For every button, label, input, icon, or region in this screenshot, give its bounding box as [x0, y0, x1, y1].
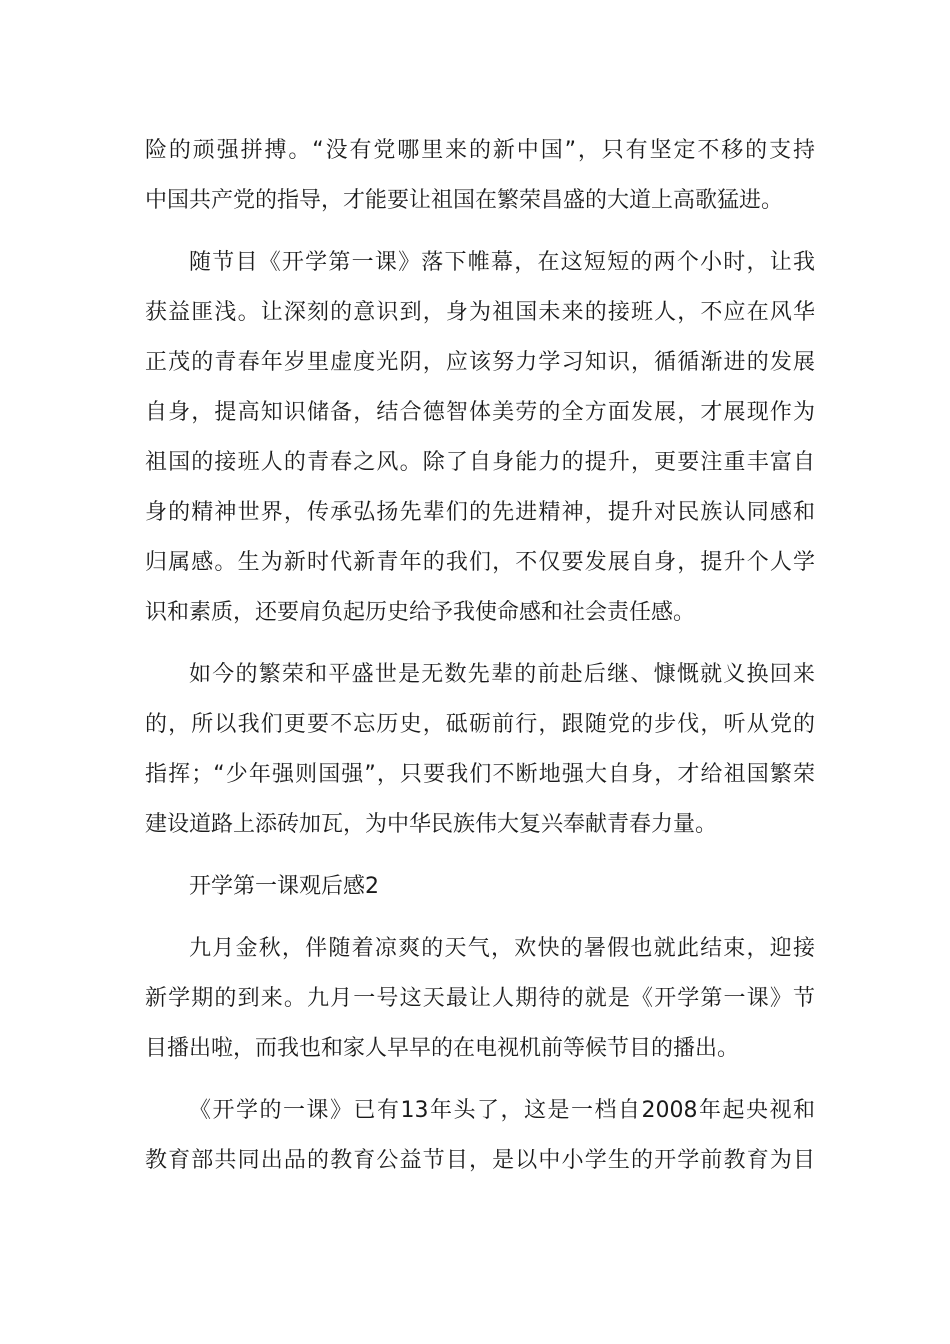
paragraph-line: 祖国的接班人的青春之风。除了自身能力的提升，更要注重丰富自	[145, 450, 815, 475]
paragraph-line: 九月金秋，伴随着凉爽的天气，欢快的暑假也就此结束，迎接	[189, 936, 815, 961]
paragraph-line: 目播出啦，而我也和家人早早的在电视机前等候节目的播出。	[145, 1036, 740, 1061]
paragraph-line: 获益匪浅。让深刻的意识到，身为祖国未来的接班人，不应在风华	[145, 300, 815, 325]
paragraph-line: 新学期的到来。九月一号这天最让人期待的就是《开学第一课》节	[145, 986, 815, 1011]
section-heading: 开学第一课观后感2	[189, 874, 379, 899]
paragraph-line: 识和素质，还要肩负起历史给予我使命感和社会责任感。	[145, 600, 696, 625]
paragraph-line: 指挥；“少年强则国强”，只要我们不断地强大自身，才给祖国繁荣	[145, 762, 815, 787]
paragraph-line: 随节目《开学第一课》落下帷幕，在这短短的两个小时，让我	[189, 250, 815, 275]
paragraph-line: 教育部共同出品的教育公益节目，是以中小学生的开学前教育为目	[145, 1148, 815, 1173]
paragraph-line: 身的精神世界，传承弘扬先辈们的先进精神，提升对民族认同感和	[145, 500, 815, 525]
paragraph-line: 建设道路上添砖加瓦，为中华民族伟大复兴奉献青春力量。	[145, 812, 718, 837]
paragraph-line: 正茂的青春年岁里虚度光阴，应该努力学习知识，循循渐进的发展	[145, 350, 815, 375]
paragraph-line: 《开学的一课》已有13年头了，这是一档自2008年起央视和	[189, 1098, 815, 1123]
paragraph-line: 自身，提高知识储备，结合德智体美劳的全方面发展，才展现作为	[145, 400, 815, 425]
paragraph-line: 中国共产党的指导，才能要让祖国在繁荣昌盛的大道上高歌猛进。	[145, 188, 784, 213]
paragraph-line: 归属感。生为新时代新青年的我们，不仅要发展自身，提升个人学	[145, 550, 815, 575]
paragraph-line: 的，所以我们更要不忘历史，砥砺前行，跟随党的步伐，听从党的	[145, 712, 815, 737]
paragraph-line: 如今的繁荣和平盛世是无数先辈的前赴后继、慷慨就义换回来	[189, 662, 815, 687]
paragraph-line: 险的顽强拼搏。“没有党哪里来的新中国”，只有坚定不移的支持	[145, 138, 815, 163]
